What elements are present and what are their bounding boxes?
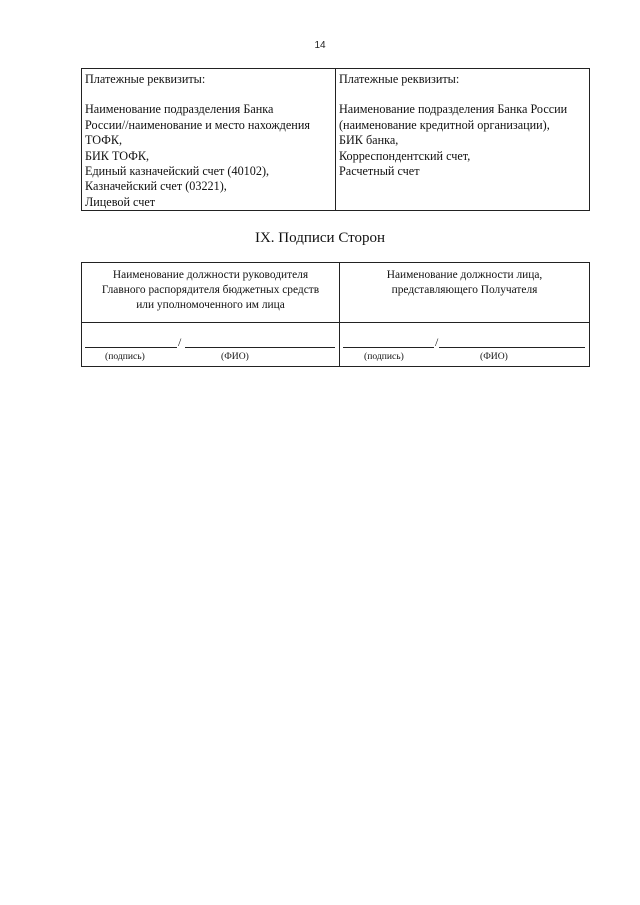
requisites-line: Лицевой счет (85, 194, 156, 209)
section-title-signatures: IX. Подписи Сторон (254, 230, 386, 246)
requisites-cell-right (336, 69, 589, 210)
requisites-line: (наименование кредитной организации), (339, 117, 550, 132)
requisites-title-right: Платежные реквизиты: (339, 72, 460, 86)
signature-header-line: Наименование должности лица, (386, 269, 543, 281)
requisites-line: Казначейский счет (03221), (85, 179, 227, 194)
requisites-line: Единый казначейский счет (40102), (85, 164, 270, 179)
signatures-body-row (82, 323, 589, 366)
signature-caption: (подпись) (364, 351, 404, 362)
signature-header-line: представляющего Получателя (391, 284, 538, 296)
page-number: 14 (314, 40, 326, 51)
signature-block-right (340, 323, 589, 366)
signatures-table (81, 262, 590, 367)
name-caption: (ФИО) (221, 351, 249, 362)
requisites-line: БИК банка, (339, 133, 399, 148)
signature-caption: (подпись) (105, 351, 145, 362)
requisites-line: России//наименование и место нахождения (85, 117, 310, 132)
signature-lines-right (343, 334, 585, 348)
requisites-line: Наименование подразделения Банка (85, 102, 274, 117)
requisites-line: Расчетный счет (339, 164, 420, 179)
signature-header-left (82, 263, 340, 322)
requisites-title-left: Платежные реквизиты: (85, 72, 206, 86)
signature-separator: / (178, 335, 182, 349)
requisites-line: БИК ТОФК, (85, 148, 150, 163)
name-caption: (ФИО) (480, 351, 508, 362)
signature-line (343, 347, 434, 348)
payment-requisites-table (81, 68, 590, 211)
signature-line (85, 347, 177, 348)
signature-separator: / (435, 335, 439, 349)
requisites-line: Наименование подразделения Банка России (339, 102, 568, 117)
name-line (439, 347, 585, 348)
signature-header-line: Главного распорядителя бюджетных средств (101, 284, 320, 296)
signature-lines-left (85, 334, 335, 348)
signature-header-line: Наименование должности руководителя (112, 269, 309, 281)
requisites-cell-left (82, 69, 336, 210)
requisites-line: ТОФК, (85, 133, 123, 148)
signatures-header-row (82, 263, 589, 323)
requisites-line: Корреспондентский счет, (339, 148, 471, 163)
name-line (185, 347, 335, 348)
signature-header-right (340, 263, 589, 322)
signature-block-left (82, 323, 340, 366)
signature-header-line: или уполномоченного им лица (136, 299, 285, 311)
